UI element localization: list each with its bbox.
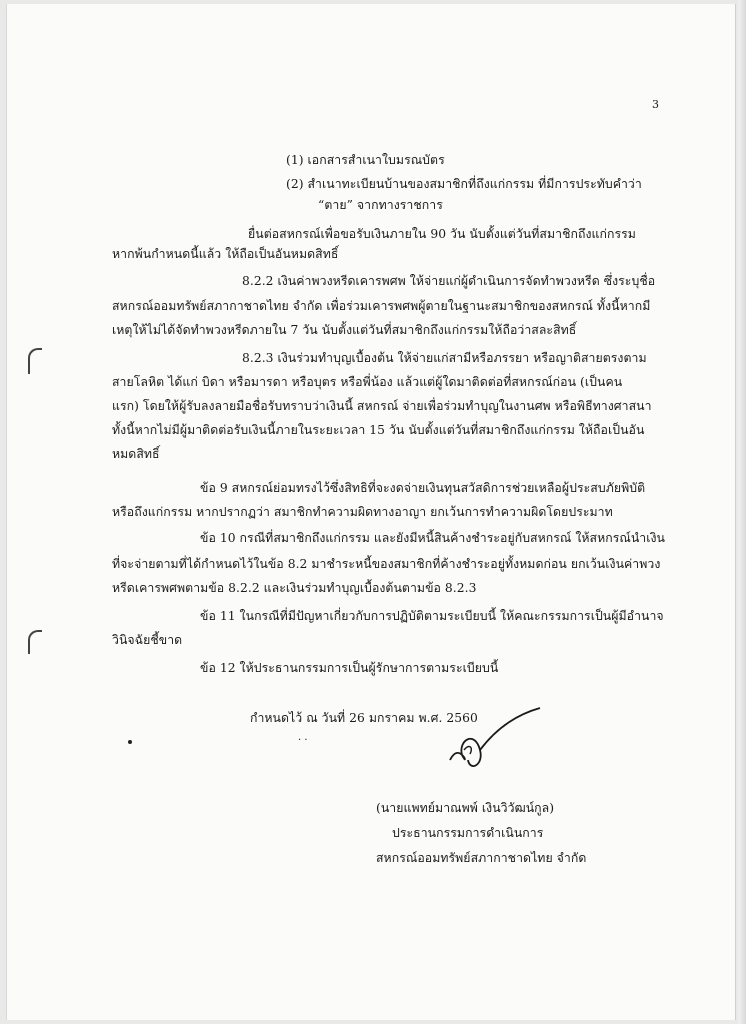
clause-822-line-1: 8.2.2 เงินค่าพวงหรีดเคารพศพ ให้จ่ายแก่ผู้ดำเนินการจัดทำพวงหรีด ซึ่งระบุชื่อ <box>242 274 656 288</box>
signatory-title: ประธานกรรมการดำเนินการ <box>392 826 544 840</box>
clause-10-line-1: ข้อ 10 กรณีที่สมาชิกถึงแก่กรรม และยังมีหนี้สินค้างชำระอยู่กับสหกรณ์ ให้สหกรณ์นำเงิน <box>200 531 665 545</box>
handwritten-signature <box>440 700 550 780</box>
list-item-2: (2) สำเนาทะเบียนบ้านของสมาชิกที่ถึงแก่กรรม ที่มีการประทับคำว่า <box>286 177 642 191</box>
clause-10-line-2: ที่จะจ่ายตามที่ได้กำหนดไว้ในข้อ 8.2 มาชำระหนี้ของสมาชิกที่ค้างชำระอยู่ทั้งหมดก่อน ยกเว้นเงินค่าพวง <box>112 557 661 571</box>
clause-12: ข้อ 12 ให้ประธานกรรมการเป็นผู้รักษาการตามระเบียบนี้ <box>200 661 499 675</box>
clause-9-line-1: ข้อ 9 สหกรณ์ย่อมทรงไว้ซึ่งสิทธิที่จะงดจ่ายเงินทุนสวัสดิการช่วยเหลือผู้ประสบภัยพิบัติ <box>200 481 646 495</box>
margin-mark <box>28 348 42 374</box>
clause-823-line-5: หมดสิทธิ์ <box>112 447 160 461</box>
clause-822-line-2: สหกรณ์ออมทรัพย์สภากาชาดไทย จำกัด เพื่อร่วมเคารพศพผู้ตายในฐานะสมาชิกของสหกรณ์ ทั้งนี้หากมี <box>112 299 651 313</box>
signatory-name: (นายแพทย์มาณพพ์ เงินวิวัฒน์กูล) <box>376 801 555 815</box>
para-submit-line-1: ยื่นต่อสหกรณ์เพื่อขอรับเงินภายใน 90 วัน นับตั้งแต่วันที่สมาชิกถึงแก่กรรม <box>248 227 636 241</box>
clause-10-line-3: หรีดเคารพศพตามข้อ 8.2.2 และเงินร่วมทำบุญเบื้องต้นตามข้อ 8.2.3 <box>112 581 477 595</box>
para-submit-line-2: หากพ้นกำหนดนี้แล้ว ให้ถือเป็นอันหมดสิทธิ์ <box>112 247 339 261</box>
clause-823-line-4: ทั้งนี้หากไม่มีผู้มาติดต่อรับเงินนี้ภายในระยะเวลา 15 วัน นับตั้งแต่วันที่สมาชิกถึงแก่กรรม ให้ถือเป็นอัน <box>112 423 645 437</box>
list-item-1: (1) เอกสารสำเนาใบมรณบัตร <box>286 153 445 167</box>
clause-9-line-2: หรือถึงแก่กรรม หากปรากฏว่า สมาชิกทำความผิดทางอาญา ยกเว้นการทำความผิดโดยประมาท <box>112 505 613 519</box>
ink-marks: · · <box>298 735 308 746</box>
clause-822-line-3: เหตุให้ไม่ได้จัดทำพวงหรีดภายใน 7 วัน นับตั้งแต่วันที่สมาชิกถึงแก่กรรมให้ถือว่าสละสิทธิ์ <box>112 323 577 337</box>
list-item-2-cont: “ตาย” จากทางราชการ <box>318 198 443 212</box>
margin-mark <box>28 630 42 654</box>
signatory-org: สหกรณ์ออมทรัพย์สภากาชาดไทย จำกัด <box>376 851 587 865</box>
date-line: กำหนดไว้ ณ วันที่ 26 มกราคม พ.ศ. 2560 <box>250 711 478 725</box>
page-number: 3 <box>652 98 659 111</box>
clause-11-line-2: วินิจฉัยชี้ขาด <box>112 633 183 647</box>
clause-11-line-1: ข้อ 11 ในกรณีที่มีปัญหาเกี่ยวกับการปฏิบัติตามระเบียบนี้ ให้คณะกรรมการเป็นผู้มีอำนาจ <box>200 609 664 623</box>
ink-dot <box>128 740 132 744</box>
clause-823-line-2: สายโลหิต ได้แก่ บิดา หรือมารดา หรือบุตร หรือพี่น้อง แล้วแต่ผู้ใดมาติดต่อที่สหกรณ์ก่อน (เป็นคน <box>112 375 623 389</box>
clause-823-line-3: แรก) โดยให้ผู้รับลงลายมือชื่อรับทราบว่าเงินนี้ สหกรณ์ จ่ายเพื่อร่วมทำบุญในงานศพ หรือพิธีทางศาสนา <box>112 399 652 413</box>
page-edge <box>738 0 746 1024</box>
clause-823-line-1: 8.2.3 เงินร่วมทำบุญเบื้องต้น ให้จ่ายแก่สามีหรือภรรยา หรือญาติสายตรงตาม <box>242 351 647 365</box>
